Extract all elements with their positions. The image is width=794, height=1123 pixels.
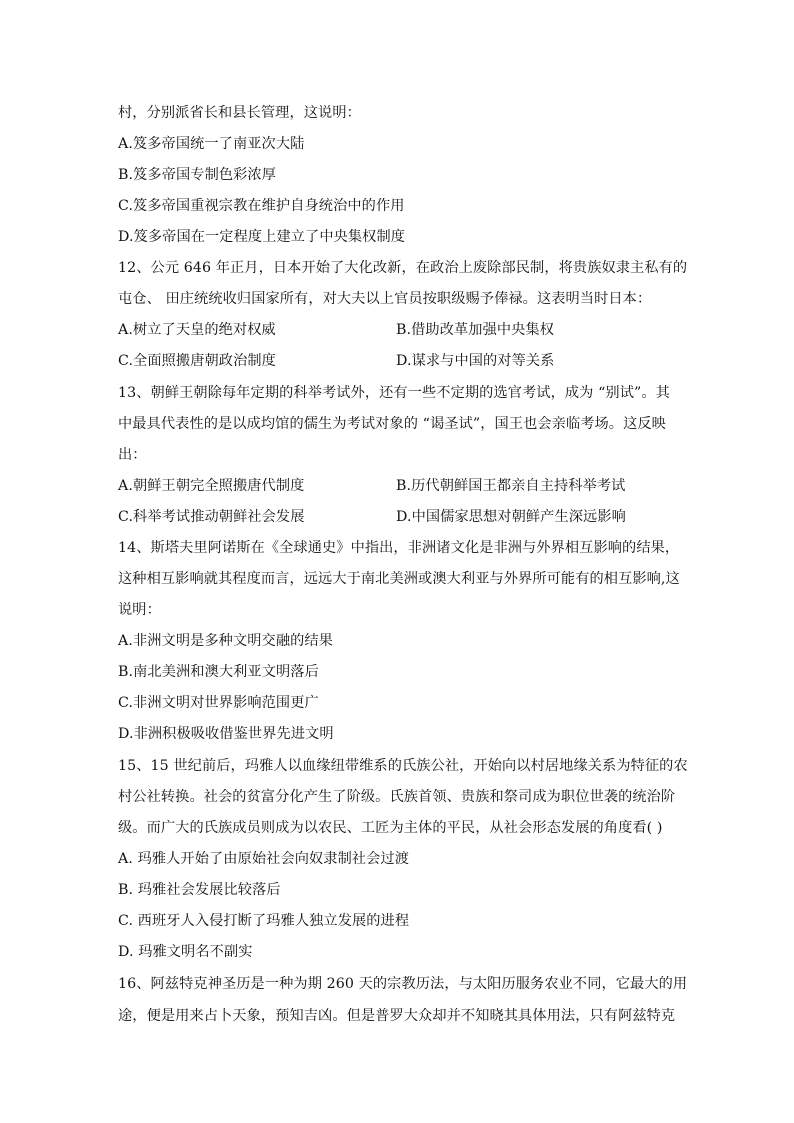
- question-12-stem-line-2: 屯仓、 田庄统统收归国家所有，对大夫以上官员按职级赐予俸禄。这表明当时日本：: [118, 291, 652, 307]
- question-12-option-d: D.谋求与中国的对等关系: [396, 353, 555, 369]
- question-12-option-a: A.树立了天皇的绝对权威: [118, 322, 276, 338]
- question-14-option-d: D.非洲积极吸收借鉴世界先进文明: [118, 726, 334, 742]
- question-11-option-a: A.笈多帝国统一了南亚次大陆: [118, 136, 305, 152]
- question-12-option-c: C.全面照搬唐朝政治制度: [118, 353, 276, 369]
- question-14-stem-line-2: 这种相互影响就其程度而言，远远大于南北美洲或澳大利亚与外界所可能有的相互影响,这: [118, 571, 680, 587]
- question-12-option-b: B.借助改革加强中央集权: [396, 322, 555, 338]
- question-15-stem-line-2: 村公社转换。社会的贫富分化产生了阶级。氏族首领、贵族和祭司成为职位世袭的统治阶: [118, 789, 676, 805]
- question-14-option-a: A.非洲文明是多种文明交融的结果: [118, 633, 333, 649]
- question-15-option-c: C. 西班牙人入侵打断了玛雅人独立发展的进程: [118, 913, 410, 929]
- question-12-stem-line-1: 12、公元 646 年正月，日本开始了大化改新，在政治上废除部民制，将贵族奴隶主私有的: [118, 260, 688, 276]
- question-13-option-c: C.科举考试推动朝鲜社会发展: [118, 509, 305, 525]
- question-11-option-c: C.笈多帝国重视宗教在维护自身统治中的作用: [118, 198, 405, 214]
- question-16-stem-line-2: 途，便是用来占卜天象，预知吉凶。但是普罗大众却并不知晓其具体用法，只有阿兹特克: [118, 1008, 676, 1024]
- question-15-option-b: B. 玛雅社会发展比较落后: [118, 882, 281, 898]
- question-11-stem-tail: 村，分别派省长和县长管理，这说明：: [118, 105, 361, 121]
- question-13-stem-line-2: 中最具代表性的是以成均馆的儒生为考试对象的 “谒圣试”，国王也会亲临考场。这反映: [118, 416, 666, 432]
- question-13-option-d: D.中国儒家思想对朝鲜产生深远影响: [396, 509, 626, 525]
- question-11-option-b: B.笈多帝国专制色彩浓厚: [118, 167, 277, 183]
- question-13-option-b: B.历代朝鲜国王都亲自主持科举考试: [396, 478, 626, 494]
- question-14-option-b: B.南北美洲和澳大利亚文明落后: [118, 664, 319, 680]
- question-14-stem-line-1: 14、斯塔夫里阿诺斯在《全球通史》中指出，非洲诸文化是非洲与外界相互影响的结果，: [118, 540, 680, 556]
- question-13-stem-line-3: 出：: [118, 447, 147, 463]
- question-13-option-a: A.朝鲜王朝完全照搬唐代制度: [118, 478, 305, 494]
- question-14-stem-line-3: 说明：: [118, 602, 161, 618]
- question-14-option-c: C.非洲文明对世界影响范围更广: [118, 695, 319, 711]
- question-15-stem-line-3: 级。而广大的氏族成员则成为以农民、工匠为主体的平民，从社会形态发展的角度看( ): [118, 820, 663, 836]
- question-11-option-d: D.笈多帝国在一定程度上建立了中央集权制度: [118, 229, 406, 245]
- question-15-option-a: A. 玛雅人开始了由原始社会向奴隶制社会过渡: [118, 851, 410, 867]
- question-16-stem-line-1: 16、阿兹特克神圣历是一种为期 260 天的宗教历法，与太阳历服务农业不同，它最大的用: [118, 976, 688, 992]
- question-13-stem-line-1: 13、朝鲜王朝除每年定期的科举考试外，还有一些不定期的选官考试，成为 “别试”。其: [118, 385, 670, 401]
- question-15-option-d: D. 玛雅文明名不副实: [118, 944, 253, 960]
- question-15-stem-line-1: 15、15 世纪前后，玛雅人以血缘纽带维系的氏族公社，开始向以村居地缘关系为特征的农: [118, 758, 688, 774]
